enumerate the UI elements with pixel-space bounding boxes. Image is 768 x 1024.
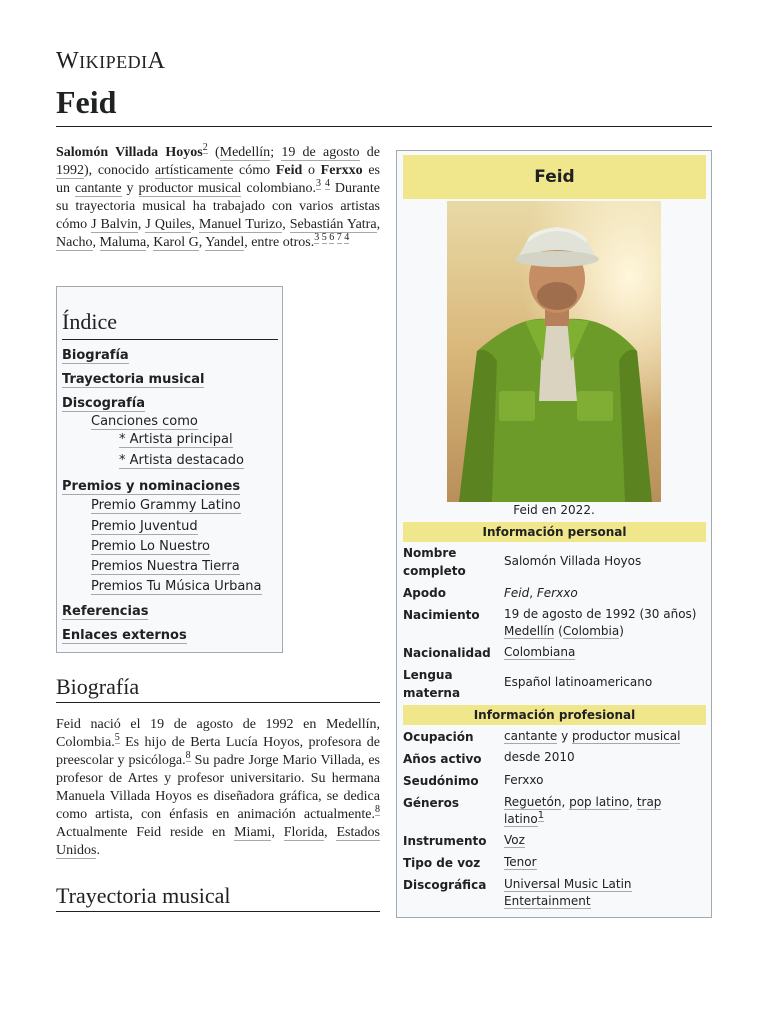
link-regueton[interactable]: Reguetón <box>504 795 562 809</box>
toc-divider <box>62 339 278 340</box>
logo-letter: A <box>147 48 166 74</box>
value-generos <box>504 794 704 828</box>
value-lengua: Español latinoamericano <box>504 675 653 689</box>
text: , <box>146 235 154 250</box>
link-estados-unidos[interactable]: Estados Unidos <box>56 825 380 858</box>
biografia-paragraph <box>56 716 380 860</box>
link-productor-musical[interactable]: productor musical <box>572 729 681 743</box>
link-trap-latino[interactable]: trap <box>636 795 662 809</box>
link-colombia[interactable]: Colombia <box>562 624 620 638</box>
toc-item-tu-musica-urbana[interactable]: Premios Tu Música Urbana <box>91 579 262 594</box>
reference-link[interactable]: 7 <box>336 232 342 244</box>
label-lengua: Lengua materna <box>403 668 461 700</box>
alias: Ferxxo <box>536 586 578 600</box>
link-florida[interactable]: Florida <box>283 825 325 840</box>
toc-item-artista-destacado[interactable]: * Artista destacado <box>119 453 244 468</box>
link-trap-latino[interactable]: latino <box>504 812 538 826</box>
alias-ferxxo: Ferxxo <box>320 163 363 178</box>
text: ( <box>554 624 563 638</box>
link-pop-latino[interactable]: pop latino <box>569 795 630 809</box>
link-yandel[interactable]: Yandel <box>205 235 245 250</box>
reference-link[interactable]: 8 <box>185 750 191 762</box>
label-nombre: Nombre completo <box>403 546 466 578</box>
reference-link[interactable]: 4 <box>344 232 350 244</box>
toc-item-canciones[interactable]: Canciones como <box>91 414 198 429</box>
subject-name: Salomón Villada Hoyos <box>56 145 203 160</box>
text: o <box>302 163 321 178</box>
reference-link[interactable]: 2 <box>202 142 208 154</box>
toc-item-artista-principal[interactable]: * Artista principal <box>119 432 233 447</box>
text: , <box>92 235 100 250</box>
toc-item-discografia[interactable]: Discografía <box>62 396 145 411</box>
toc-item-referencias[interactable]: Referencias <box>62 604 149 619</box>
toc-item-biografia[interactable]: Biografía <box>62 348 129 363</box>
photo-caption: Feid en 2022. <box>513 503 595 517</box>
text: , entre otros. <box>244 235 315 250</box>
toc-item-grammy[interactable]: Premio Grammy Latino <box>91 498 241 513</box>
text: ), conocido <box>84 163 155 178</box>
value-tipo-de-voz <box>504 854 704 871</box>
link-voz[interactable]: Voz <box>504 833 525 847</box>
link-artisticamente[interactable]: artísticamente <box>154 163 234 178</box>
value-discografica <box>504 876 704 910</box>
text: , <box>324 825 337 840</box>
reference-link[interactable]: 8 <box>375 804 380 816</box>
value-anos-activo: desde 2010 <box>504 750 575 764</box>
label-ocupacion: Ocupación <box>403 730 474 744</box>
reference-link[interactable]: 5 <box>321 232 327 244</box>
text: y <box>121 181 139 196</box>
reference-link[interactable]: 3 <box>316 178 321 190</box>
logo-letter: W <box>56 48 80 74</box>
infobox <box>396 150 712 918</box>
label-seudonimo: Seudónimo <box>403 774 479 788</box>
text: , <box>282 217 290 232</box>
section-heading-trayectoria: Trayectoria musical <box>56 883 231 908</box>
toc-item-nuestra-tierra[interactable]: Premios Nuestra Tierra <box>91 559 240 574</box>
text: , <box>137 217 146 232</box>
value-instrumento <box>504 832 704 849</box>
text: Feid nació el 19 de agosto de 1992 en Medellín, Colombia. <box>56 717 380 750</box>
text: . <box>96 843 100 858</box>
reference-link[interactable]: 6 <box>329 232 335 244</box>
label-instrumento: Instrumento <box>403 834 487 848</box>
logo-letters: IKIPEDI <box>79 52 148 72</box>
value-seudonimo: Ferxxo <box>504 773 544 787</box>
link-universal-music[interactable]: Universal Music Latin <box>504 877 632 891</box>
text: , <box>191 217 199 232</box>
toc-item-premios[interactable]: Premios y nominaciones <box>62 479 241 494</box>
link-karol-g[interactable]: Karol G <box>153 235 199 250</box>
section-heading-biografia: Biografía <box>56 674 140 699</box>
text: , <box>271 825 284 840</box>
label-tipo-de-voz: Tipo de voz <box>403 856 481 870</box>
alias-feid: Feid <box>275 163 303 178</box>
title-divider <box>56 126 712 127</box>
text: Durante su trayectoria musical ha trabajado con varios artistas cómo <box>56 181 380 232</box>
link-manuel-turizo[interactable]: Manuel Turizo <box>198 217 283 232</box>
label-nacimiento: Nacimiento <box>403 608 480 622</box>
value-ocupacion <box>504 728 704 745</box>
link-medellin[interactable]: Medellín <box>219 145 271 160</box>
text: ; <box>270 145 282 160</box>
link-colombiana[interactable]: Colombiana <box>504 645 576 659</box>
text: ( <box>207 145 220 160</box>
label-generos: Géneros <box>403 796 459 810</box>
toc-item-trayectoria[interactable]: Trayectoria musical <box>62 372 205 387</box>
reference-link[interactable]: 5 <box>114 732 120 744</box>
label-discografica: Discográfica <box>403 878 487 892</box>
reference-link[interactable]: 1 <box>537 810 545 821</box>
link-sebastian-yatra[interactable]: Sebastián Yatra <box>289 217 377 232</box>
infobox-section-personal: Información personal <box>403 522 706 542</box>
link-birth-year[interactable]: 1992 <box>56 163 84 178</box>
link-birth-date[interactable]: 19 de agosto <box>281 145 360 160</box>
link-nacho[interactable]: Nacho <box>56 235 93 250</box>
label-nacionalidad: Nacionalidad <box>403 646 491 660</box>
toc-item-juventud[interactable]: Premio Juventud <box>91 519 198 534</box>
alias: Feid <box>504 586 530 600</box>
text: Su padre Jorge Mario Villada, es profesor de Artes y profesor universitario. Su hermana Manuela Villada Hoyos es diseñadora gráfica, se dedica como artista, con énfasis en animación actualmente. <box>56 753 380 822</box>
text: cómo <box>233 163 276 178</box>
link-universal-music[interactable]: Entertainment <box>504 894 591 908</box>
text: y <box>557 729 573 743</box>
value-nombre: Salomón Villada Hoyos <box>504 554 642 568</box>
reference-link[interactable]: 4 <box>324 178 330 190</box>
link-maluma[interactable]: Maluma <box>99 235 147 250</box>
lead-paragraph <box>56 144 380 252</box>
text: colombiano. <box>241 181 316 196</box>
link-medellin[interactable]: Medellín <box>504 624 555 638</box>
table-of-contents <box>56 286 283 653</box>
link-cantante[interactable]: cantante <box>504 729 558 743</box>
separator: , <box>529 586 537 600</box>
reference-link[interactable]: 3 <box>314 232 320 244</box>
separator: , <box>561 795 570 809</box>
text: , <box>376 217 381 232</box>
text: es un <box>56 163 380 196</box>
label-anos-activo: Años activo <box>403 752 482 766</box>
link-miami[interactable]: Miami <box>234 825 272 840</box>
wikipedia-logo[interactable] <box>56 48 166 75</box>
toc-item-lo-nuestro[interactable]: Premio Lo Nuestro <box>91 539 210 554</box>
birth-date: 19 de agosto de 1992 (30 años) <box>504 607 697 621</box>
toc-item-enlaces[interactable]: Enlaces externos <box>62 628 187 643</box>
value-nacionalidad <box>504 644 704 661</box>
link-productor-musical[interactable]: productor musical <box>138 181 242 196</box>
link-tenor[interactable]: Tenor <box>504 855 537 869</box>
label-apodo: Apodo <box>403 586 446 600</box>
link-j-quiles[interactable]: J Quiles <box>145 217 192 232</box>
text: Actualmente Feid reside en <box>56 825 235 840</box>
link-cantante[interactable]: cantante <box>74 181 122 196</box>
artist-photo[interactable] <box>447 201 661 502</box>
text: de <box>359 145 380 160</box>
infobox-section-profesional: Información profesional <box>403 705 706 725</box>
section-divider <box>56 702 380 703</box>
value-nacimiento <box>504 606 704 640</box>
infobox-title: Feid <box>403 155 706 199</box>
link-j-balvin[interactable]: J Balvin <box>91 217 138 232</box>
page-title: Feid <box>56 84 117 120</box>
section-divider <box>56 911 380 912</box>
separator: , <box>629 795 637 809</box>
text: Es hijo de Berta Lucía Hoyos, profesora de preescolar y psicóloga. <box>56 735 380 768</box>
text: , <box>198 235 206 250</box>
value-apodo <box>504 585 704 602</box>
text: ) <box>619 624 624 638</box>
toc-title: Índice <box>62 309 117 334</box>
